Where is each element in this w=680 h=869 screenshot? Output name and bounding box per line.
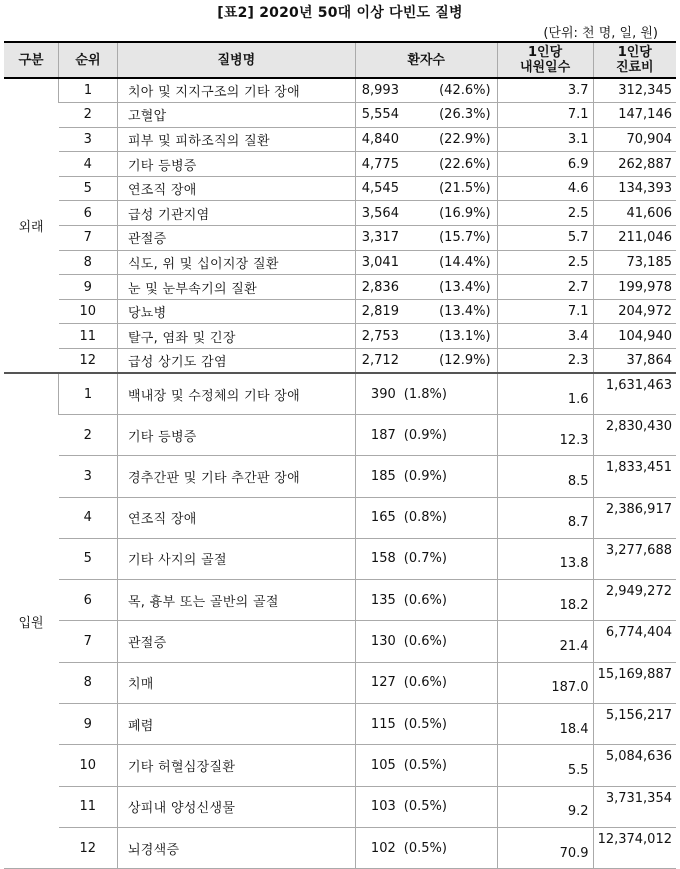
table-row (4, 373, 676, 414)
cost-cell: 70,904 (593, 127, 676, 152)
patients-cell (355, 226, 497, 251)
cost-cell: 204,972 (593, 299, 676, 324)
patients-cell (355, 250, 497, 275)
disease-name-cell: 기타 사지의 골절 (117, 538, 355, 579)
rank-cell: 10 (59, 299, 118, 324)
patients-count: 2,819 (361, 304, 399, 320)
patients-count: 4,840 (361, 131, 399, 147)
patients-wrapper (362, 634, 491, 649)
patients-percent: (0.9%) (403, 427, 447, 443)
days-cell: 9.2 (497, 786, 593, 827)
patients-cell (355, 78, 497, 103)
header-patients: 환자수 (355, 42, 497, 78)
patients-wrapper (362, 132, 491, 147)
table-row (4, 662, 676, 703)
inpatient-group-label: 입원 (4, 373, 59, 869)
table-row (4, 299, 676, 324)
header-cost: 1인당 진료비 (593, 42, 676, 78)
patients-percent: (0.5%) (403, 799, 447, 815)
disease-name-cell: 상피내 양성신생물 (117, 786, 355, 827)
days-cell: 1.6 (497, 373, 593, 414)
patients-wrapper (362, 255, 491, 270)
disease-name-cell: 경추간판 및 기타 추간판 장애 (117, 456, 355, 497)
table-row (4, 786, 676, 827)
cost-cell: 3,277,688 (593, 538, 676, 579)
inpatient-section (4, 373, 676, 869)
days-cell: 2.3 (497, 349, 593, 374)
rank-cell: 12 (59, 349, 118, 374)
table-row (4, 324, 676, 349)
outpatient-section (4, 78, 676, 373)
disease-name-cell: 당뇨병 (117, 299, 355, 324)
days-cell: 8.7 (497, 497, 593, 538)
patients-count: 2,753 (361, 328, 399, 344)
patients-count: 135 (370, 592, 396, 608)
patients-percent: (0.5%) (403, 840, 447, 856)
disease-name-cell: 기타 허혈심장질환 (117, 745, 355, 786)
patients-count: 158 (370, 551, 396, 567)
table-row (4, 580, 676, 621)
patients-cell (355, 456, 497, 497)
rank-cell: 6 (59, 201, 118, 226)
patients-wrapper (362, 593, 491, 608)
table-row (4, 127, 676, 152)
header-disease: 질병명 (117, 42, 355, 78)
patients-percent: (13.4%) (439, 279, 491, 295)
patients-wrapper (362, 353, 491, 368)
disease-name-cell: 기타 등병증 (117, 152, 355, 177)
rank-cell: 2 (59, 414, 118, 455)
patients-count: 165 (370, 510, 396, 526)
patients-wrapper (362, 280, 491, 295)
patients-percent: (42.6%) (439, 83, 491, 99)
disease-name-cell: 기타 등병증 (117, 414, 355, 455)
table-row (4, 538, 676, 579)
cost-cell: 73,185 (593, 250, 676, 275)
patients-count: 2,836 (361, 279, 399, 295)
days-cell: 7.1 (497, 299, 593, 324)
patients-count: 127 (370, 675, 396, 691)
patients-count: 4,775 (361, 156, 399, 172)
patients-wrapper (362, 230, 491, 245)
cost-cell: 2,830,430 (593, 414, 676, 455)
disease-name-cell: 치아 및 지지구조의 기타 장애 (117, 78, 355, 103)
cost-cell: 1,631,463 (593, 373, 676, 414)
patients-cell (355, 299, 497, 324)
patients-count: 185 (370, 468, 396, 484)
patients-count: 4,545 (361, 181, 399, 197)
rank-cell: 1 (59, 373, 118, 414)
cost-cell: 12,374,012 (593, 827, 676, 868)
cost-cell: 1,833,451 (593, 456, 676, 497)
table-row (4, 275, 676, 300)
rank-cell: 9 (59, 704, 118, 745)
days-cell: 70.9 (497, 827, 593, 868)
days-cell: 7.1 (497, 103, 593, 128)
patients-percent: (21.5%) (439, 181, 491, 197)
header-group: 구분 (4, 42, 59, 78)
rank-cell: 8 (59, 250, 118, 275)
days-cell: 8.5 (497, 456, 593, 497)
patients-count: 103 (370, 799, 396, 815)
rank-cell: 8 (59, 662, 118, 703)
table-row (4, 176, 676, 201)
days-cell: 2.5 (497, 250, 593, 275)
patients-percent: (22.6%) (439, 156, 491, 172)
rank-cell: 9 (59, 275, 118, 300)
patients-cell (355, 201, 497, 226)
rank-cell: 4 (59, 497, 118, 538)
disease-name-cell: 식도, 위 및 십이지장 질환 (117, 250, 355, 275)
patients-percent: (0.6%) (403, 675, 447, 691)
patients-percent: (22.9%) (439, 131, 491, 147)
patients-wrapper (362, 206, 491, 221)
table-row (4, 621, 676, 662)
patients-percent: (0.6%) (403, 634, 447, 650)
rank-cell: 11 (59, 786, 118, 827)
patients-percent: (16.9%) (439, 205, 491, 221)
cost-cell: 2,949,272 (593, 580, 676, 621)
patients-wrapper (362, 304, 491, 319)
days-cell: 3.7 (497, 78, 593, 103)
rank-cell: 5 (59, 538, 118, 579)
patients-cell (355, 580, 497, 621)
patients-cell (355, 176, 497, 201)
rank-cell: 11 (59, 324, 118, 349)
rank-cell: 2 (59, 103, 118, 128)
patients-percent: (0.8%) (403, 510, 447, 526)
patients-wrapper (362, 469, 491, 484)
disease-name-cell: 백내장 및 수정체의 기타 장애 (117, 373, 355, 414)
days-cell: 187.0 (497, 662, 593, 703)
patients-wrapper (362, 329, 491, 344)
disease-name-cell: 눈 및 눈부속기의 질환 (117, 275, 355, 300)
patients-percent: (0.5%) (403, 716, 447, 732)
cost-cell: 147,146 (593, 103, 676, 128)
disease-name-cell: 관절증 (117, 621, 355, 662)
cost-cell: 312,345 (593, 78, 676, 103)
cost-cell: 134,393 (593, 176, 676, 201)
table-row (4, 78, 676, 103)
disease-table (4, 41, 676, 869)
table-row (4, 497, 676, 538)
days-cell: 3.1 (497, 127, 593, 152)
patients-wrapper (362, 551, 491, 566)
patients-count: 3,317 (361, 230, 399, 246)
disease-name-cell: 급성 기관지염 (117, 201, 355, 226)
patients-count: 5,554 (361, 107, 399, 123)
patients-cell (355, 152, 497, 177)
patients-wrapper (362, 387, 491, 402)
patients-cell (355, 275, 497, 300)
disease-name-cell: 급성 상기도 감염 (117, 349, 355, 374)
table-row (4, 827, 676, 868)
rank-cell: 3 (59, 456, 118, 497)
header-days: 1인당 내원일수 (497, 42, 593, 78)
patients-cell (355, 414, 497, 455)
patients-percent: (0.7%) (403, 551, 447, 567)
days-cell: 13.8 (497, 538, 593, 579)
cost-cell: 6,774,404 (593, 621, 676, 662)
rank-cell: 3 (59, 127, 118, 152)
patients-wrapper (362, 83, 491, 98)
header-row (4, 42, 676, 78)
patients-wrapper (362, 675, 491, 690)
cost-cell: 41,606 (593, 201, 676, 226)
cost-cell: 37,864 (593, 349, 676, 374)
cost-cell: 5,156,217 (593, 704, 676, 745)
patients-wrapper (362, 157, 491, 172)
patients-percent: (15.7%) (439, 230, 491, 246)
patients-cell (355, 324, 497, 349)
patients-cell (355, 662, 497, 703)
cost-cell: 3,731,354 (593, 786, 676, 827)
patients-percent: (12.9%) (439, 353, 491, 369)
patients-percent: (13.4%) (439, 304, 491, 320)
disease-name-cell: 탈구, 염좌 및 긴장 (117, 324, 355, 349)
cost-cell: 15,169,887 (593, 662, 676, 703)
table-row (4, 704, 676, 745)
table-row (4, 414, 676, 455)
days-cell: 5.7 (497, 226, 593, 251)
patients-percent: (1.8%) (403, 386, 447, 402)
table-row (4, 250, 676, 275)
table-title: [표2] 2020년 50대 이상 다빈도 질병 (217, 5, 463, 21)
patients-cell (355, 827, 497, 868)
patients-cell (355, 373, 497, 414)
days-cell: 4.6 (497, 176, 593, 201)
patients-count: 115 (370, 716, 396, 732)
rank-cell: 10 (59, 745, 118, 786)
patients-cell (355, 127, 497, 152)
patients-wrapper (362, 841, 491, 856)
rank-cell: 6 (59, 580, 118, 621)
days-cell: 18.4 (497, 704, 593, 745)
patients-cell (355, 704, 497, 745)
patients-cell (355, 538, 497, 579)
patients-cell (355, 621, 497, 662)
table-row (4, 201, 676, 226)
unit-note: (단위: 천 명, 일, 원) (543, 26, 658, 41)
days-cell: 12.3 (497, 414, 593, 455)
patients-count: 3,564 (361, 205, 399, 221)
patients-percent: (0.5%) (403, 757, 447, 773)
patients-percent: (0.9%) (403, 468, 447, 484)
days-cell: 2.7 (497, 275, 593, 300)
patients-cell (355, 497, 497, 538)
disease-name-cell: 폐렴 (117, 704, 355, 745)
patients-wrapper (362, 799, 491, 814)
cost-cell: 104,940 (593, 324, 676, 349)
rank-cell: 7 (59, 621, 118, 662)
patients-count: 8,993 (361, 83, 399, 99)
disease-name-cell: 뇌경색증 (117, 827, 355, 868)
table-row (4, 349, 676, 374)
days-cell: 2.5 (497, 201, 593, 226)
disease-name-cell: 관절증 (117, 226, 355, 251)
patients-cell (355, 349, 497, 374)
patients-wrapper (362, 717, 491, 732)
patients-count: 130 (370, 634, 396, 650)
patients-wrapper (362, 758, 491, 773)
cost-cell: 199,978 (593, 275, 676, 300)
cost-cell: 211,046 (593, 226, 676, 251)
disease-name-cell: 연조직 장애 (117, 497, 355, 538)
table-row (4, 226, 676, 251)
rank-cell: 5 (59, 176, 118, 201)
disease-name-cell: 고혈압 (117, 103, 355, 128)
patients-wrapper (362, 107, 491, 122)
patients-cell (355, 103, 497, 128)
patients-wrapper (362, 181, 491, 196)
patients-count: 187 (370, 427, 396, 443)
days-cell: 18.2 (497, 580, 593, 621)
patients-count: 390 (370, 386, 396, 402)
rank-cell: 1 (59, 78, 118, 103)
days-cell: 5.5 (497, 745, 593, 786)
patients-wrapper (362, 510, 491, 525)
rank-cell: 7 (59, 226, 118, 251)
patients-percent: (0.6%) (403, 592, 447, 608)
patients-percent: (26.3%) (439, 107, 491, 123)
patients-percent: (14.4%) (439, 254, 491, 270)
cost-cell: 5,084,636 (593, 745, 676, 786)
patients-wrapper (362, 428, 491, 443)
rank-cell: 4 (59, 152, 118, 177)
days-cell: 3.4 (497, 324, 593, 349)
table-row (4, 103, 676, 128)
rank-cell: 12 (59, 827, 118, 868)
patients-count: 2,712 (361, 353, 399, 369)
days-cell: 6.9 (497, 152, 593, 177)
header-rank: 순위 (59, 42, 118, 78)
patients-cell (355, 745, 497, 786)
disease-name-cell: 피부 및 피하조직의 질환 (117, 127, 355, 152)
patients-count: 3,041 (361, 254, 399, 270)
patients-count: 105 (370, 757, 396, 773)
disease-name-cell: 연조직 장애 (117, 176, 355, 201)
cost-cell: 2,386,917 (593, 497, 676, 538)
disease-name-cell: 치매 (117, 662, 355, 703)
days-cell: 21.4 (497, 621, 593, 662)
patients-percent: (13.1%) (439, 328, 491, 344)
outpatient-group-label: 외래 (4, 78, 59, 373)
disease-name-cell: 목, 흉부 또는 골반의 골절 (117, 580, 355, 621)
table-row (4, 456, 676, 497)
table-row (4, 152, 676, 177)
patients-cell (355, 786, 497, 827)
cost-cell: 262,887 (593, 152, 676, 177)
table-row (4, 745, 676, 786)
patients-count: 102 (370, 840, 396, 856)
